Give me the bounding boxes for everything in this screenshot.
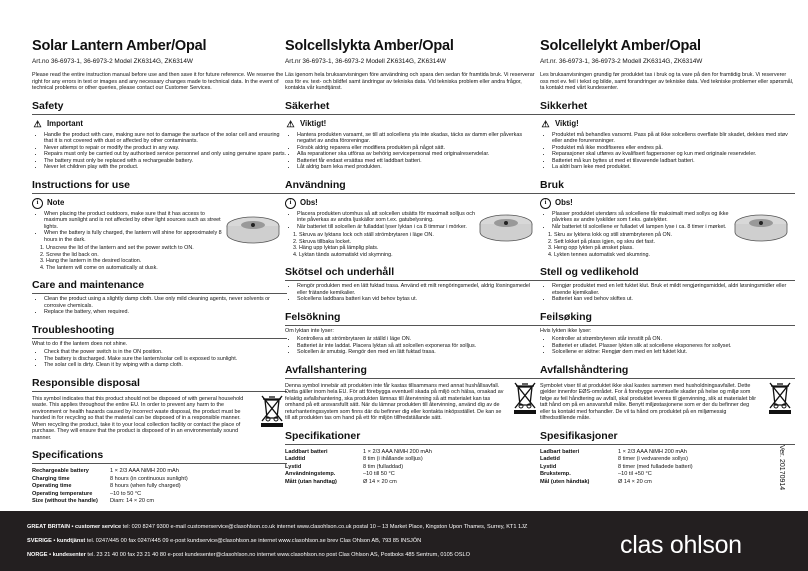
list-item: • La aldri barn leke med produktet. xyxy=(552,164,795,171)
intro-text: Please read the entire instruction manual before use and then save it for future reference. We reserve the right for any errors in text or images and any necessary changes made to technical data. In the event of technical problems or other queries, please contact our Customer Services. xyxy=(32,72,284,92)
list-item: • Batteriet må kun byttes ut med et tilsvarende ladbart batteri. xyxy=(552,158,795,165)
list-item: • Solcellen är smutsig. Rengör den med en lätt fuktad trasa. xyxy=(297,349,540,356)
section-heading-use: Bruk xyxy=(540,179,795,194)
note-label: Note xyxy=(47,198,65,208)
section-heading-specifications: Specifikationer xyxy=(285,430,540,445)
list-item: • Solcellene er skitne: Rengjør dem med en lett fuktet klut. xyxy=(552,349,795,356)
section-heading-troubleshooting: Felsökning xyxy=(285,311,540,326)
list-item: • The battery is discharged. Make sure the lantern/solar cell is exposed to sunlight. xyxy=(44,356,287,363)
spec-value: 8 timer (med fulladede batteri) xyxy=(618,463,693,470)
note-heading xyxy=(540,198,795,209)
list-item: • Solcellens laddbara batteri kan vid behov bytas ut. xyxy=(297,296,540,303)
spec-row xyxy=(540,463,693,471)
specifications-table xyxy=(285,448,432,486)
important-label: Important xyxy=(47,119,83,129)
disposal-text: Symbolet viser til at produktet ikke skal kastes sammen med husholdningsavfallet. Dette gjelder innenfor EØS-området. For å forebygge eventuelle skader på helse og miljø som følge av feil håndtering av avfall, skal produktet leveres til gjenvinning, slik at materialet blir tatt hånd om på en ansvarsfull måte. Benytt miljøstasjonene som er der du befinner deg eller ta kontakt med forhandler. De vil ta hånd om produktet på en miljømessig tilfredsstillende måte. xyxy=(540,382,757,422)
spec-row xyxy=(32,467,188,475)
section-heading-care: Care and maintenance xyxy=(32,279,287,294)
troubleshooting-intro: Om lyktan inte lyser: xyxy=(285,327,334,334)
list-item: • When placing the product outdoors, make sure that it has access to maximum sunlight and is not affected by other light sources such as street lights. xyxy=(44,211,225,231)
info-icon: i xyxy=(32,198,43,209)
section-heading-use: Användning xyxy=(285,179,540,194)
list-item: • Produktet må ikke modifiseres eller endres på. xyxy=(552,145,795,152)
spec-row xyxy=(32,490,188,498)
list-item: • Never let children play with the product. xyxy=(44,164,287,171)
step-item: 2. Skruva tillbaka locket. xyxy=(299,239,478,246)
spec-key: Lystid xyxy=(285,463,302,470)
list-item: • Handle the product with care, making sure not to damage the surface of the solar cell and ensuring that it is not covered with dust or affected by other contaminants. xyxy=(44,132,287,145)
important-heading xyxy=(540,119,795,130)
spec-key: Mål (uten håndtak) xyxy=(540,478,590,485)
spec-value: 8 hours (when fully charged) xyxy=(110,483,181,490)
spec-value: 8 tim (fulladdad) xyxy=(363,463,404,470)
lantern-illustration xyxy=(477,210,535,246)
spec-value: Ø 14 × 20 cm xyxy=(363,478,397,485)
spec-key: Lystid xyxy=(540,463,557,470)
spec-key: Laddbart batteri xyxy=(285,448,328,455)
important-label: Viktigt! xyxy=(300,119,327,129)
page-title: Solcellslykta Amber/Opal xyxy=(285,38,454,54)
spec-row xyxy=(285,455,432,463)
step-item: 3. Häng upp lyktan på lämplig plats. xyxy=(299,245,478,252)
section-heading-care: Skötsel och underhåll xyxy=(285,266,540,281)
spec-value: 1 × 2/3 AAA NiMH 200 mAh xyxy=(363,448,432,455)
section-heading-safety: Sikkerhet xyxy=(540,100,795,115)
list-item: • Kontroller at strømbryteren står innstilt på ON. xyxy=(552,336,795,343)
spec-row xyxy=(32,475,188,483)
list-item: • The solar cell is dirty. Clean it by wiping with a damp cloth. xyxy=(44,362,287,369)
section-heading-safety: Säkerhet xyxy=(285,100,540,115)
section-heading-use: Instructions for use xyxy=(32,179,287,194)
clas-ohlson-logo: clas ohlson xyxy=(620,531,742,559)
section-heading-disposal: Avfallshantering xyxy=(285,364,540,379)
footer-line-se: SVERIGE • kundtjänst tel. 0247/445 00 fax 0247/445 09 e-post kundservice@clasohlson.se internet www.clasohlson.se brev Clas Ohlson AB, 793 85 INSJÖN xyxy=(27,538,422,544)
footer xyxy=(0,511,808,571)
info-icon: i xyxy=(540,198,551,209)
list-item: • När batteriet till solcellen är fulladdat lyser lyktan i ca 8 timmar i mörker. xyxy=(297,224,478,231)
list-item: • Repairs must only be carried out by authorised service personnel and only using genuine spare parts. xyxy=(44,151,287,158)
spec-value: –10 til +50 °C xyxy=(618,471,652,478)
care-list xyxy=(32,296,287,316)
spec-key: Ladbart batteri xyxy=(540,448,580,455)
list-item: • Hantera produkten varsamt, se till att solcellens yta inte skadas, täcks av damm eller påverkas negativt av andra föroreningar. xyxy=(297,132,540,145)
spec-value: 8 hours (in continuous sunlight) xyxy=(110,475,188,482)
note-heading xyxy=(285,198,540,209)
spec-row xyxy=(540,471,693,479)
step-item: 2. Screw the lid back on. xyxy=(46,252,225,259)
section-heading-safety: Safety xyxy=(32,100,287,115)
step-item: 4. The lantern will come on automatically at dusk. xyxy=(46,265,225,272)
spec-row xyxy=(540,478,693,486)
troubleshooting-list xyxy=(285,336,540,356)
article-number: Art.no 36-6973-1, 36-6973-2 Model ZK6314G, ZK6314W xyxy=(32,58,193,65)
page-title: Solcellelykt Amber/Opal xyxy=(540,38,701,54)
spec-row xyxy=(540,455,693,463)
section-heading-specifications: Specifications xyxy=(32,449,287,464)
spec-key: Mått (utan handtag) xyxy=(285,478,337,485)
lantern-illustration xyxy=(732,210,790,246)
list-item: • Når batteriet til solcellene er fulladet vil lampen lyse i ca. 8 timer i mørket. xyxy=(552,224,733,231)
column-english xyxy=(32,38,287,505)
list-item: • Kontrollera att strömbrytaren är ställd i läge ON. xyxy=(297,336,540,343)
warning-icon: ⚠ xyxy=(33,118,42,129)
list-item: • Clean the product using a slightly damp cloth. Use only mild cleaning agents, never solvents or corrosive chemicals. xyxy=(44,296,287,309)
list-item: • Låt aldrig barn leka med produkten. xyxy=(297,164,540,171)
spec-value: 8 timer (i vedvarende sollys) xyxy=(618,456,688,463)
step-item: 3. Heng opp lykten på ønsket plass. xyxy=(554,245,733,252)
step-item: 1. Skru av lyktens lokk og still strømbryteren på ON. xyxy=(554,232,733,239)
section-heading-specifications: Spesifikasjoner xyxy=(540,430,795,445)
safety-list xyxy=(540,132,795,171)
list-item: • Alla reparationer ska utföras av behörig servicepersonal med originalreservdelar. xyxy=(297,151,540,158)
spec-row xyxy=(32,482,188,490)
spec-row xyxy=(540,448,693,456)
spec-key: Operating temperature xyxy=(32,490,93,497)
list-item: • Plasser produktet utendørs så solcellene får maksimalt med sollys og ikke påvirkes av andre lyskilder som f.eks. gatelykter. xyxy=(552,211,733,224)
spec-row xyxy=(32,498,188,506)
section-heading-care: Stell og vedlikehold xyxy=(540,266,795,281)
list-item: • Batteriet er utladet. Plasser lykten slik at solcellene eksponeres for sollyset. xyxy=(552,343,795,350)
section-heading-troubleshooting: Troubleshooting xyxy=(32,324,287,339)
section-heading-disposal: Responsible disposal xyxy=(32,377,287,392)
section-heading-troubleshooting: Feilsøking xyxy=(540,311,795,326)
spec-value: 8 tim (i ihållande solljus) xyxy=(363,456,423,463)
spec-value: –10 to 50 °C xyxy=(110,490,142,497)
weee-bin-icon xyxy=(257,394,287,442)
list-item: • Batteriet får endast ersättas med ett laddbart batteri. xyxy=(297,158,540,165)
spec-row xyxy=(285,448,432,456)
step-item: 4. Lykten tennes automatisk ved skumring. xyxy=(554,252,733,259)
article-number: Art.nr 36-6973-1, 36-6973-2 Modell ZK6314G, ZK6314W xyxy=(285,58,446,65)
disposal-block xyxy=(540,381,795,422)
spec-key: Charging time xyxy=(32,475,70,482)
note-label: Obs! xyxy=(555,198,573,208)
list-item: • Försök aldrig reparera eller modifiera produkten på något sätt. xyxy=(297,145,540,152)
list-item: • Never attempt to repair or modify the product in any way. xyxy=(44,145,287,152)
specifications-table xyxy=(540,448,693,486)
list-item: • Batteriet är inte laddat. Placera lyktan så att solcellen exponeras för solljus. xyxy=(297,343,540,350)
spec-key: Size (without the handle) xyxy=(32,498,98,505)
step-item: 1. Unscrew the lid of the lantern and set the power switch to ON. xyxy=(46,245,225,252)
specifications-table xyxy=(32,467,188,505)
care-list xyxy=(285,283,540,303)
list-item: • The battery must only be replaced with a rechargeable battery. xyxy=(44,158,287,165)
safety-list xyxy=(32,132,287,171)
troubleshooting-list xyxy=(540,336,795,356)
important-heading xyxy=(285,119,540,130)
step-item: 3. Hang the lantern in the desired location. xyxy=(46,258,225,265)
list-item: • When the battery is fully charged, the lantern will shine for approximately 8 hours in the dark. xyxy=(44,230,225,243)
list-item: • Produktet må behandles varsomt. Pass på at ikke solcellens overflate blir skadet, dekkes med støv eller andre forurensninger. xyxy=(552,132,795,145)
intro-text: Läs igenom hela bruksanvisningen före användning och spara den sedan för framtida bruk. Vi reserverar oss för ev. text- och bildfel samt ändringar av tekniska data. Vid tekniska problem eller andra frågor, kontakta vår kundtjänst. xyxy=(285,72,535,92)
troubleshooting-list xyxy=(32,349,287,369)
step-item: 1. Skruva av lyktans lock och ställ strömbrytaren i läge ON. xyxy=(299,232,478,239)
spec-key: Operating time xyxy=(32,483,72,490)
spec-key: Ladetid xyxy=(540,456,560,463)
list-item: • Check that the power switch is in the ON position. xyxy=(44,349,287,356)
important-label: Viktig! xyxy=(555,119,579,129)
page-title: Solar Lantern Amber/Opal xyxy=(32,38,207,54)
safety-list xyxy=(285,132,540,171)
important-heading xyxy=(32,119,287,130)
lantern-illustration xyxy=(224,212,282,248)
step-item: 4. Lyktan tänds automatiskt vid skymning. xyxy=(299,252,478,259)
article-number: Art.nr. 36-6973-1, 36-6973-2 Modell ZK6314G, ZK6314W xyxy=(540,58,703,65)
weee-bin-icon xyxy=(510,381,540,422)
list-item: • Reparasjoner skal utføres av kvalifisert fagpersoner og kun med originale reservdeler. xyxy=(552,151,795,158)
version-label: Ver. 20170914 xyxy=(778,445,785,491)
note-label: Obs! xyxy=(300,198,318,208)
spec-key: Användningstemp. xyxy=(285,471,336,478)
footer-line-no: NORGE • kundesenter tel. 23 21 40 00 fax 23 21 40 80 e-post kundesenter@clasohlson.no internet www.clasohlson.no post Clas Ohlson AS, Postboks 485 Sentrum, 0105 OSLO xyxy=(27,552,470,558)
spec-key: Rechargeable battery xyxy=(32,468,89,475)
disposal-block xyxy=(32,394,287,442)
list-item: • Placera produkten utomhus så att solcellen utsätts för maximalt solljus och inte påverkas av andra ljuskällor som t.ex. gatubelysning. xyxy=(297,211,478,224)
list-item: • Rengör produkten med en lätt fuktad trasa. Använd ett milt rengöringsmedel, aldrig lösningsmedel eller frätande kemikalier. xyxy=(297,283,540,296)
note-heading xyxy=(32,198,287,209)
spec-key: Laddtid xyxy=(285,456,306,463)
troubleshooting-intro: What to do if the lantern does not shine. xyxy=(32,340,128,347)
list-item: • Rengjør produktet med en lett fuktet klut. Bruk et mildt rengjøringsmiddel, aldri løsningsmidler eller etsende kjemikalier. xyxy=(552,283,795,296)
info-icon: i xyxy=(285,198,296,209)
column-norwegian xyxy=(540,38,795,486)
spec-value: 1 × 2/3 AAA NiMH 200 mAh xyxy=(618,448,687,455)
spec-key: Brukstemp. xyxy=(540,471,571,478)
section-heading-disposal: Avfallshåndtering xyxy=(540,364,795,379)
spec-value: Ø 14 × 20 cm xyxy=(618,478,652,485)
column-swedish xyxy=(285,38,540,486)
spec-value: 1 × 2/3 AAA NiMH 200 mAh xyxy=(110,468,179,475)
intro-text: Les bruksanvisningen grundig før produktet tas i bruk og ta vare på den for framtidig bruk. Vi reserverer oss mot ev. feil i tekst og bilde, samt forandringer av tekniske data. Ved tekniske problemer eller spørsmål, ta kontakt med vårt kundesenter. xyxy=(540,72,794,92)
spec-value: –10 till 50 °C xyxy=(363,471,395,478)
spec-value: Diam: 14 × 20 cm xyxy=(110,498,154,505)
steps-list xyxy=(32,245,287,271)
spec-row xyxy=(285,478,432,486)
troubleshooting-intro: Hvis lykten ikke lyser: xyxy=(540,327,592,334)
warning-icon: ⚠ xyxy=(541,118,550,129)
spec-row xyxy=(285,471,432,479)
spec-row xyxy=(285,463,432,471)
warning-icon: ⚠ xyxy=(286,118,295,129)
step-item: 2. Sett lokket på plass igjen, og skru det fast. xyxy=(554,239,733,246)
footer-line-uk: GREAT BRITAIN • customer service tel: 020 8247 9300 e-mail customerservice@clasohlson.co.uk internet www.clasohlson.co.uk postal 10 – 13 Market Place, Kingston Upon Thames, Surrey, KT1 1JZ xyxy=(27,524,528,530)
disposal-text: Denna symbol innebär att produkten inte får kastas tillsammans med annat hushållsavfall. Detta gäller inom hela EU. För att förebygga eventuell skada på miljö och hälsa, orsakad av felaktig avfallshantering, ska produkten lämnas till återvinning så att materialet kan tas omhand på ett ansvarsfullt sätt. När du lämnar produkten till återvinning, använd dig av de returhanteringssystem som finns där du befinner dig eller kontakta inköpsstället. De kan se till att produkten tas om hand på ett för miljön tillfredställande sätt. xyxy=(285,382,504,422)
disposal-block xyxy=(285,381,540,422)
weee-bin-icon xyxy=(765,381,795,422)
list-item: • Replace the battery, when required. xyxy=(44,309,287,316)
list-item: • Batteriet kan ved behov skiftes ut. xyxy=(552,296,795,303)
care-list xyxy=(540,283,795,303)
disposal-text: This symbol indicates that this product should not be disposed of with general household waste. This applies throughout the entire EU. In order to prevent any harm to the environment or health hazards caused by incorrect waste disposal, the product must be handed in for recycling so that the material can be disposed of in a responsible manner. When recycling the product, take it to your local collection facility or contact the place of purchase. They will ensure that the product is disposed of in an environmentally sound manner. xyxy=(32,395,244,441)
